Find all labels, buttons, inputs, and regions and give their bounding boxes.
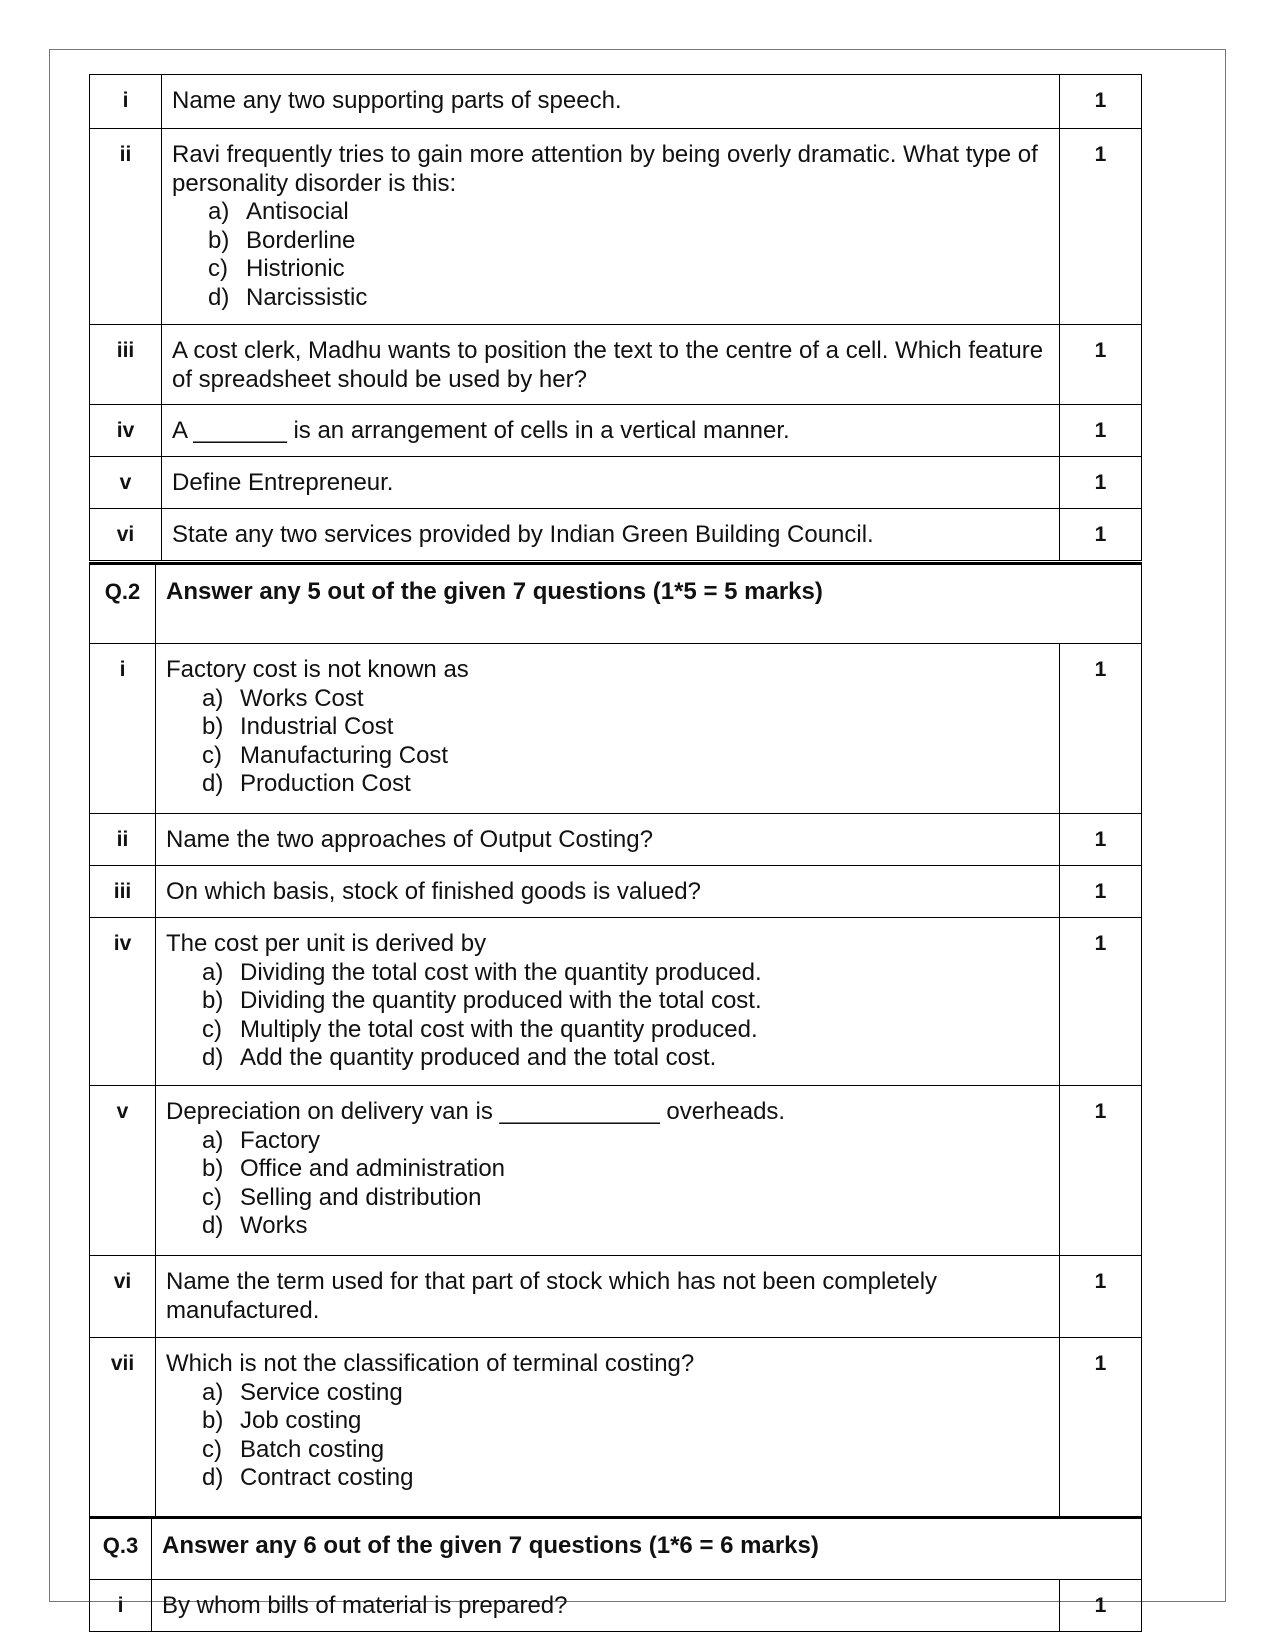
question-text: Define Entrepreneur. (172, 469, 394, 496)
question-row (90, 325, 1142, 405)
option-text: Batch costing (240, 1435, 385, 1463)
option-letter: a) (202, 1378, 224, 1406)
option-item (208, 255, 1049, 284)
question-text: A _______ is an arrangement of cells in a vertical manner. (172, 417, 790, 444)
question-number: vi (90, 1256, 156, 1338)
option-letter: d) (202, 1464, 224, 1491)
option-text: Add the quantity produced and the total cost. (240, 1044, 717, 1071)
question-number: iv (90, 918, 156, 1086)
option-item (202, 713, 1049, 742)
option-letter: d) (202, 1044, 224, 1071)
question-number: i (90, 644, 156, 814)
option-text: Contract costing (240, 1464, 414, 1491)
option-text: Borderline (246, 226, 356, 254)
question-cell (162, 509, 1060, 561)
question-cell (156, 866, 1060, 918)
option-item (202, 742, 1049, 771)
option-letter: b) (202, 1155, 224, 1182)
option-text: Works (240, 1212, 308, 1239)
section-3-table (89, 1516, 1142, 1632)
option-item (202, 770, 1049, 799)
question-cell (156, 1256, 1060, 1338)
marks-value: 1 (1060, 1086, 1142, 1256)
option-text: Multiply the total cost with the quantity produced. (240, 1015, 758, 1043)
option-text: Factory (240, 1126, 321, 1154)
question-cell (162, 129, 1060, 325)
question-cell (162, 457, 1060, 509)
section-2-rows (90, 644, 1142, 1518)
question-text: Ravi frequently tries to gain more attention by being overly dramatic. What type of personality disorder is this: (172, 141, 1038, 197)
option-item (202, 959, 1049, 988)
question-row (90, 1338, 1142, 1518)
question-number: iii (90, 866, 156, 918)
question-row (90, 866, 1142, 918)
option-item (202, 1407, 1049, 1436)
option-text: Narcissistic (246, 283, 368, 311)
section-3-rows (90, 1580, 1142, 1632)
question-number: i (90, 1580, 152, 1632)
marks-value: 1 (1060, 405, 1142, 457)
question-text: Name any two supporting parts of speech. (172, 87, 622, 114)
option-letter: b) (202, 1407, 224, 1434)
option-letter: a) (202, 1126, 224, 1154)
question-row (90, 1086, 1142, 1256)
section-2-title: Answer any 5 out of the given 7 questions (1*5 = 5 marks) (156, 564, 1142, 644)
question-row (90, 814, 1142, 866)
question-cell (152, 1580, 1060, 1632)
question-text: State any two services provided by Indian Green Building Council. (172, 521, 874, 548)
marks-value: 1 (1060, 509, 1142, 561)
option-item (202, 987, 1049, 1016)
question-text: Name the two approaches of Output Costing? (166, 826, 653, 853)
option-text: Dividing the quantity produced with the total cost. (240, 987, 762, 1014)
option-item (202, 1127, 1049, 1156)
question-number: iv (90, 405, 162, 457)
question-number: ii (90, 814, 156, 866)
option-letter: c) (208, 255, 228, 282)
section-2-header (90, 564, 1142, 644)
question-cell (162, 325, 1060, 405)
option-letter: d) (208, 283, 230, 311)
option-list (166, 959, 1049, 1073)
option-item (208, 198, 1049, 227)
question-row (90, 457, 1142, 509)
marks-value: 1 (1060, 75, 1142, 129)
marks-value: 1 (1060, 129, 1142, 325)
option-list (166, 1379, 1049, 1493)
option-letter: c) (202, 1183, 222, 1211)
option-item (202, 1155, 1049, 1184)
question-row (90, 129, 1142, 325)
option-letter: a) (202, 684, 224, 712)
option-letter: b) (202, 713, 224, 740)
option-letter: c) (202, 1435, 222, 1463)
question-text: Which is not the classification of terminal costing? (166, 1350, 695, 1377)
option-item (202, 1016, 1049, 1045)
option-letter: b) (208, 226, 230, 254)
option-text: Production Cost (240, 770, 411, 797)
question-text: A cost clerk, Madhu wants to position the text to the centre of a cell. Which feature of spreadsheet should be used by her? (172, 337, 1044, 393)
option-item (202, 1044, 1049, 1073)
option-item (202, 1184, 1049, 1213)
section-3-number: Q.3 (90, 1518, 152, 1580)
section-3-title: Answer any 6 out of the given 7 questions (1*6 = 6 marks) (152, 1518, 1142, 1580)
marks-value: 1 (1060, 457, 1142, 509)
question-cell (156, 814, 1060, 866)
question-cell (162, 75, 1060, 129)
option-letter: c) (202, 1015, 222, 1043)
option-letter: c) (202, 741, 222, 769)
marks-value: 1 (1060, 1256, 1142, 1338)
section-1-rows (90, 75, 1142, 561)
question-number: ii (90, 129, 162, 325)
marks-value: 1 (1060, 918, 1142, 1086)
option-item (202, 1464, 1049, 1493)
option-item (202, 1436, 1049, 1465)
option-letter: d) (202, 770, 224, 797)
question-row (90, 1580, 1142, 1632)
option-letter: a) (208, 198, 230, 225)
option-item (202, 1212, 1049, 1241)
marks-value: 1 (1060, 866, 1142, 918)
question-number: v (90, 457, 162, 509)
question-row (90, 1256, 1142, 1338)
question-row (90, 75, 1142, 129)
question-number: v (90, 1086, 156, 1256)
question-text: Name the term used for that part of stock which has not been completely manufactured. (166, 1268, 938, 1324)
marks-value: 1 (1060, 814, 1142, 866)
option-letter: d) (202, 1212, 224, 1239)
section-2-table (89, 562, 1142, 1518)
question-cell (156, 1338, 1060, 1518)
question-cell (156, 918, 1060, 1086)
marks-value: 1 (1060, 1338, 1142, 1518)
marks-value: 1 (1060, 1580, 1142, 1632)
question-text: Factory cost is not known as (166, 656, 469, 683)
option-text: Dividing the total cost with the quantity produced. (240, 958, 762, 986)
option-text: Selling and distribution (240, 1183, 482, 1211)
option-item (208, 227, 1049, 256)
option-letter: a) (202, 958, 224, 986)
option-list (166, 685, 1049, 799)
option-text: Job costing (240, 1407, 362, 1434)
marks-value: 1 (1060, 325, 1142, 405)
question-text: The cost per unit is derived by (166, 930, 487, 957)
question-row (90, 509, 1142, 561)
marks-value: 1 (1060, 644, 1142, 814)
question-text: Depreciation on delivery van is ____________ overheads. (166, 1098, 786, 1125)
option-item (202, 1379, 1049, 1408)
section-1-table (89, 74, 1142, 561)
question-number: vii (90, 1338, 156, 1518)
question-row (90, 918, 1142, 1086)
option-text: Manufacturing Cost (240, 741, 449, 769)
section-3-header (90, 1518, 1142, 1580)
question-cell (162, 405, 1060, 457)
question-number: i (90, 75, 162, 129)
question-number: iii (90, 325, 162, 405)
option-text: Service costing (240, 1378, 403, 1406)
option-letter: b) (202, 987, 224, 1014)
option-list (172, 198, 1049, 312)
option-text: Histrionic (246, 255, 345, 282)
option-text: Antisocial (246, 198, 349, 225)
question-row (90, 644, 1142, 814)
option-text: Industrial Cost (240, 713, 394, 740)
option-item (202, 685, 1049, 714)
section-2-number: Q.2 (90, 564, 156, 644)
question-cell (156, 644, 1060, 814)
question-row (90, 405, 1142, 457)
question-text: By whom bills of material is prepared? (162, 1592, 568, 1619)
question-number: vi (90, 509, 162, 561)
option-list (166, 1127, 1049, 1241)
option-text: Office and administration (240, 1155, 506, 1182)
question-cell (156, 1086, 1060, 1256)
option-item (208, 284, 1049, 313)
option-text: Works Cost (240, 684, 364, 712)
question-text: On which basis, stock of finished goods is valued? (166, 878, 701, 905)
